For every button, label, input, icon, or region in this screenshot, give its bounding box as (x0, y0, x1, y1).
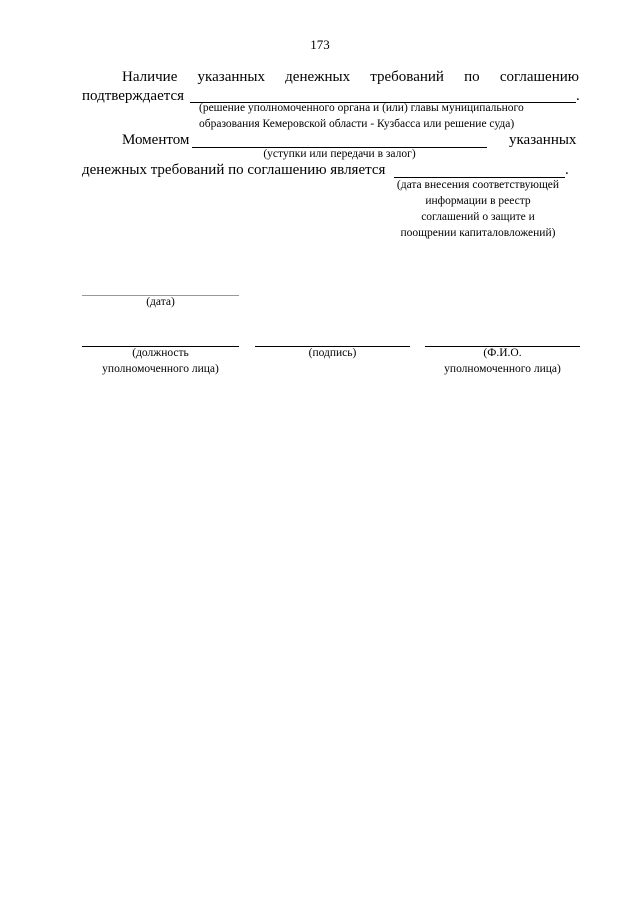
caption-decision-line2: образования Кемеровской области - Кузбасса или решение суда) (199, 118, 515, 130)
paragraph1-line2-start: подтверждается (82, 88, 185, 104)
caption-date-entry-line1: (дата внесения соответствующей (396, 179, 560, 191)
word-trebovaniy: требований (370, 69, 444, 85)
page-number: 173 (310, 37, 330, 52)
fill-line-date-entry (394, 177, 565, 178)
word-po: по (464, 69, 480, 85)
paragraph2-line2-text: денежных требований по соглашению является (82, 162, 386, 178)
word-ukazannyh: указанных (197, 69, 265, 85)
caption-decision-line1: (решение уполномоченного органа и (или) главы муниципального (199, 102, 524, 114)
paragraph2-word-start: Моментом (122, 132, 190, 148)
paragraph2-line2-end: . (565, 162, 569, 178)
caption-date-entry-line3: соглашений о защите и (421, 211, 535, 223)
caption-full-name-line2: уполномоченного лица) (444, 363, 561, 375)
caption-position-line2: уполномоченного лица) (102, 363, 219, 375)
caption-moment: (уступки или передачи в залог) (263, 148, 416, 160)
word-nalichie: Наличие (122, 69, 178, 85)
caption-date: (дата) (146, 296, 175, 308)
paragraph2-word-end: указанных (509, 132, 577, 148)
word-soglasheniyu: соглашению (499, 69, 579, 85)
paragraph1-line1 (82, 69, 579, 86)
caption-signature: (подпись) (308, 347, 357, 359)
word-denezhnyh: денежных (285, 69, 351, 85)
caption-date-entry-line4: поощрении капиталовложений) (400, 227, 556, 239)
caption-date-entry-line2: информации в реестр (425, 195, 531, 207)
caption-position-line1: (должность (132, 347, 189, 359)
caption-full-name-line1: (Ф.И.О. (483, 347, 522, 359)
paragraph1-line2-end: . (576, 88, 580, 104)
